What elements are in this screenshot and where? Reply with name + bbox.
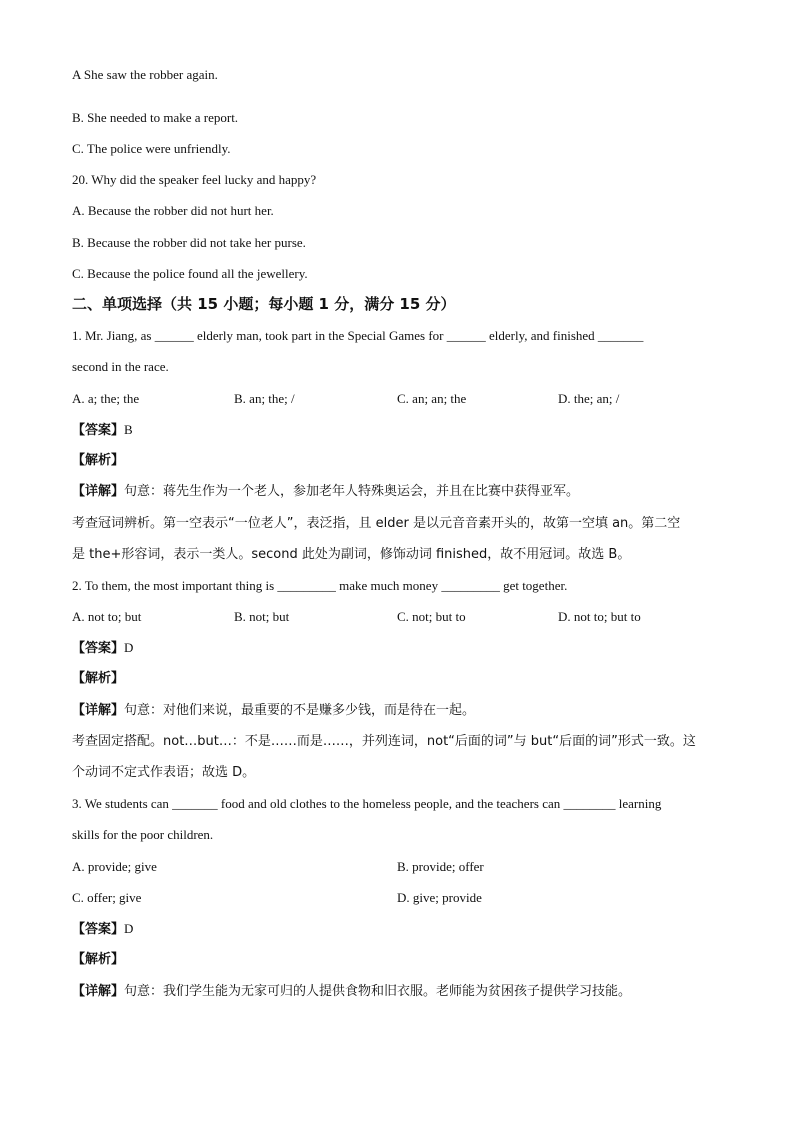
detail-tag: 【详解】 bbox=[72, 484, 125, 499]
section-title: 二、单项选择（共 15 小题；每小题 1 分，满分 15 分） bbox=[72, 295, 456, 313]
q20-option-a: A. Because the robber did not hurt her. bbox=[72, 203, 274, 218]
q19-option-b: B. She needed to make a report. bbox=[72, 110, 239, 125]
q3-analysis-tag: 【解析】 bbox=[72, 952, 125, 967]
answer-value: B bbox=[124, 422, 133, 437]
q3-option-d: D. give; provide bbox=[397, 890, 482, 905]
detail-tag: 【详解】 bbox=[72, 703, 125, 718]
answer-tag: 【答案】 bbox=[72, 423, 125, 438]
q1-analysis-tag: 【解析】 bbox=[72, 453, 125, 468]
q1-option-c: C. an; an; the bbox=[397, 391, 467, 406]
q3-option-b: B. provide; offer bbox=[397, 859, 484, 874]
q2-analysis-tag: 【解析】 bbox=[72, 671, 125, 686]
q1-answer bbox=[72, 421, 133, 440]
q2-stem: 2. To them, the most important thing is _________ make much money _________ get together. bbox=[72, 578, 568, 593]
answer-tag: 【答案】 bbox=[72, 922, 125, 937]
q1-explain-line2: 是 the+形容词，表示一类人。second 此处为副词，修饰动词 finished，故不用冠词。故选 B。 bbox=[72, 547, 631, 562]
q3-option-a: A. provide; give bbox=[72, 859, 157, 874]
q1-stem-line2: second in the race. bbox=[72, 359, 169, 374]
q1-stem-line1: 1. Mr. Jiang, as ______ elderly man, took part in the Special Games for ______ elderly, and finished _______ bbox=[72, 328, 644, 343]
q2-option-c: C. not; but to bbox=[397, 609, 466, 624]
q19-option-a: A She saw the robber again. bbox=[72, 67, 218, 82]
detail-tag: 【详解】 bbox=[72, 984, 125, 999]
q19-option-c: C. The police were unfriendly. bbox=[72, 141, 231, 156]
q1-option-a: A. a; the; the bbox=[72, 391, 140, 406]
q3-answer bbox=[72, 920, 133, 939]
q3-detail bbox=[72, 983, 631, 1001]
answer-tag: 【答案】 bbox=[72, 641, 125, 656]
q3-stem-line2: skills for the poor children. bbox=[72, 827, 214, 842]
detail-text: 句意：蒋先生作为一个老人，参加老年人特殊奥运会，并且在比赛中获得亚军。 bbox=[124, 484, 580, 499]
q1-option-b: B. an; the; / bbox=[234, 391, 295, 406]
q2-option-d: D. not to; but to bbox=[558, 609, 641, 624]
q20-question: 20. Why did the speaker feel lucky and happy? bbox=[72, 172, 317, 187]
q3-stem-line1: 3. We students can _______ food and old clothes to the homeless people, and the teachers can ________ learning bbox=[72, 796, 662, 811]
q1-detail bbox=[72, 483, 579, 501]
q20-option-b: B. Because the robber did not take her purse. bbox=[72, 235, 306, 250]
q2-option-a: A. not to; but bbox=[72, 609, 142, 624]
answer-value: D bbox=[124, 640, 134, 655]
q1-option-d: D. the; an; / bbox=[558, 391, 620, 406]
q1-explain-line1: 考查冠词辨析。第一空表示“一位老人”，表泛指，且 elder 是以元音音素开头的，故第一空填 an。第二空 bbox=[72, 516, 681, 531]
q3-option-c: C. offer; give bbox=[72, 890, 142, 905]
answer-value: D bbox=[124, 921, 134, 936]
detail-text: 句意：我们学生能为无家可归的人提供食物和旧衣服。老师能为贫困孩子提供学习技能。 bbox=[124, 984, 632, 999]
detail-text: 句意：对他们来说，最重要的不是赚多少钱，而是待在一起。 bbox=[124, 703, 476, 718]
q20-option-c: C. Because the police found all the jewellery. bbox=[72, 266, 308, 281]
q2-detail bbox=[72, 702, 475, 720]
q2-answer bbox=[72, 639, 133, 658]
q2-option-b: B. not; but bbox=[234, 609, 290, 624]
q2-explain-line2: 个动词不定式作表语；故选 D。 bbox=[72, 765, 256, 780]
q2-explain-line1: 考查固定搭配。not…but…：不是……而是……，并列连词，not“后面的词”与 but“后面的词”形式一致。这 bbox=[72, 734, 696, 749]
